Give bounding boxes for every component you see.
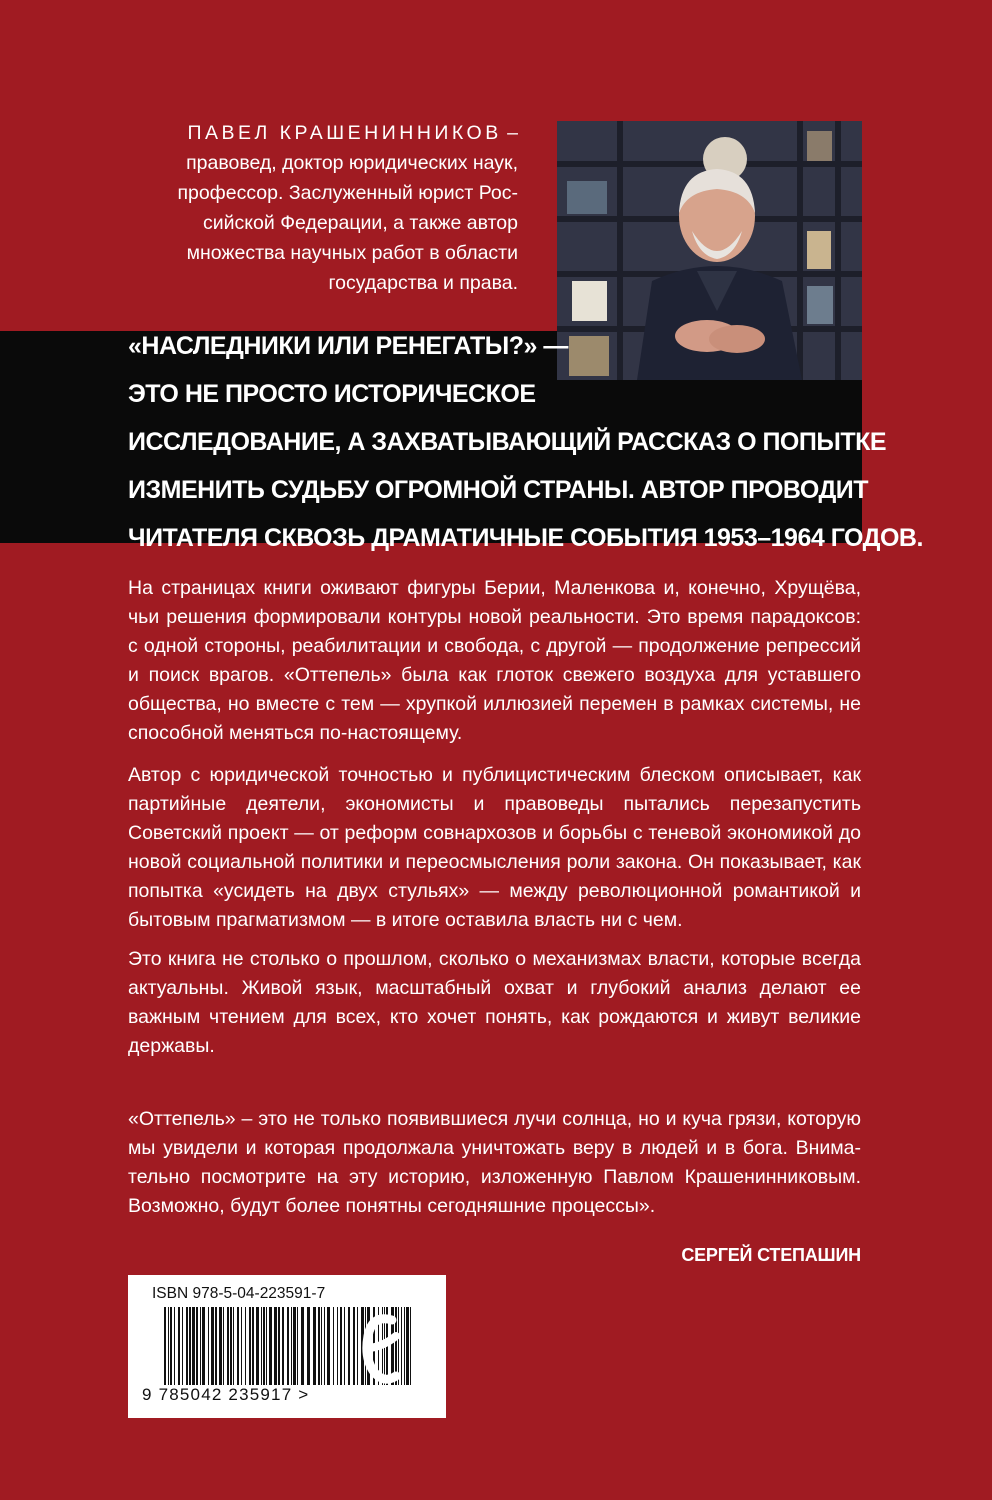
publisher-logo-icon	[360, 1298, 404, 1398]
barcode-bar	[223, 1307, 224, 1385]
author-bio-line: государства и права.	[328, 272, 518, 294]
barcode-bar	[245, 1307, 246, 1385]
barcode-bar	[182, 1307, 183, 1385]
barcode-bar	[344, 1307, 345, 1385]
barcode-bar	[211, 1307, 214, 1385]
headline-line: ЧИТАТЕЛЯ СКВОЗЬ ДРАМАТИЧНЫЕ СОБЫТИЯ 1953–1964 ГОДОВ.	[128, 524, 923, 552]
barcode-bar	[227, 1307, 229, 1385]
author-bio-line: правовед, доктор юридических наук,	[186, 152, 518, 174]
headline-line: «НАСЛЕДНИКИ ИЛИ РЕНЕГАТЫ?» —	[128, 332, 568, 360]
barcode-bar	[168, 1307, 169, 1385]
barcode-bar	[233, 1307, 234, 1385]
headline	[128, 322, 923, 562]
body-paragraph: Это книга не столько о прошлом, сколько о механизмах власти, которые всегда актуальны. Живой язык, масштабный охват и глубокий анализ делают ее важным чтением для всех, кто хочет понять, как рождаются и живут великие державы.	[128, 948, 861, 1057]
barcode-bar	[237, 1307, 239, 1385]
barcode-bar	[321, 1307, 322, 1385]
barcode-bar	[269, 1307, 272, 1385]
author-bio-line: сийской Федерации, а также автор	[203, 212, 518, 234]
barcode-bar	[230, 1307, 232, 1385]
barcode-bar	[410, 1307, 411, 1385]
body-paragraph: На страницах книги оживают фигуры Берии, Маленкова и, конечно, Хрущёва, чьи решения формировали контуры новой реальности. Это время парадоксов: с одной стороны, реабилитации и свобода, с другой — продолжение репрессий и поиск врагов. «Оттепель» была как глоток свежего воздуха для уставшего общества, но вместе с тем — хрупкой иллюзией перемен в рамках системы, не способной меняться по-настоящему.	[128, 577, 861, 744]
author-bio-line: профессор. Заслуженный юрист Рос-	[177, 182, 518, 204]
barcode-bar	[174, 1307, 175, 1385]
barcode-bar	[327, 1307, 330, 1385]
author-bio-line: множества научных работ в области	[186, 242, 518, 264]
barcode-bar	[249, 1307, 251, 1385]
barcode-bar	[291, 1307, 292, 1385]
barcode-bar	[215, 1307, 217, 1385]
headline-line: ИССЛЕДОВАНИЕ, А ЗАХВАТЫВАЮЩИЙ РАССКАЗ О ПОПЫТКЕ	[128, 428, 887, 456]
barcode-bar	[293, 1307, 296, 1385]
barcode-bar	[219, 1307, 222, 1385]
barcode-bar	[297, 1307, 298, 1385]
barcode-bar	[208, 1307, 209, 1385]
barcode-bar	[266, 1307, 267, 1385]
barcode-bar	[178, 1307, 180, 1385]
isbn-label: ISBN 978-5-04-223591-7	[152, 1285, 326, 1302]
barcode-bar	[274, 1307, 277, 1385]
barcode-bar	[282, 1307, 284, 1385]
barcode-bar	[241, 1307, 242, 1385]
barcode-bar	[301, 1307, 304, 1385]
barcode-bar	[340, 1307, 342, 1385]
barcode-bar	[186, 1307, 188, 1385]
quote-author: СЕРГЕЙ СТЕПАШИН	[681, 1245, 861, 1265]
headline-line: ИЗМЕНИТЬ СУДЬБУ ОГРОМНОЙ СТРАНЫ. АВТОР ПРОВОДИТ	[128, 476, 869, 504]
barcode-bar	[170, 1307, 172, 1385]
barcode-bar	[353, 1307, 355, 1385]
barcode-bar	[202, 1307, 205, 1385]
barcode-bar	[164, 1307, 166, 1385]
barcode-bar	[357, 1307, 358, 1385]
author-bio: ПАВЕЛ КРАШЕНИННИКОВ – правовед, доктор юридических наук, профессор. Заслуженный юрист Рос- сийской Федерации, а также автор множества научных работ в области государства и права.	[177, 122, 518, 294]
barcode-digits: 9 785042 235917 >	[142, 1385, 310, 1404]
barcode-bar	[287, 1307, 289, 1385]
barcode-bar	[192, 1307, 195, 1385]
barcode-bar	[318, 1307, 320, 1385]
barcode-bar	[252, 1307, 254, 1385]
barcode-bar	[189, 1307, 191, 1385]
barcode-bar	[261, 1307, 262, 1385]
barcode-bar	[348, 1307, 350, 1385]
author-name: ПАВЕЛ КРАШЕНИННИКОВ	[187, 122, 502, 144]
barcode-bar	[200, 1307, 201, 1385]
barcode-bar	[307, 1307, 310, 1385]
quote-text: «Оттепель» – это не только появившиеся лучи солнца, но и куча грязи, которую мы увидели и которая продолжала уничтожать веру в людей и в бога. Внимательно посмотрите на эту историю, изложенную Павлом Крашенинниковым. Возможно, будут более понятны сегодняшние процессы».	[128, 1108, 861, 1217]
barcode-bar	[256, 1307, 259, 1385]
barcode-bar	[337, 1307, 338, 1385]
barcode-bar	[406, 1307, 409, 1385]
headline-line: ЭТО НЕ ПРОСТО ИСТОРИЧЕСКОЕ	[128, 380, 536, 408]
barcode-bar	[324, 1307, 325, 1385]
barcode-bar	[313, 1307, 316, 1385]
barcode-bar	[333, 1307, 334, 1385]
barcode-bar	[278, 1307, 280, 1385]
barcode-bar	[263, 1307, 265, 1385]
barcode-bar	[196, 1307, 198, 1385]
body-paragraph: Автор с юридической точностью и публицистическим блеском описывает, как партийные деятели, экономисты и правоведы пытались перезапустить Советский проект — от реформ совнархозов и борьбы с теневой экономикой до новой социальной политики и переосмысления роли закона. Он показывает, как попытка «усидеть на двух стульях» — между революционной романтикой и бытовым прагматизмом — в итоге оставила власть ни с чем.	[128, 764, 861, 931]
barcode-bar	[404, 1307, 405, 1385]
